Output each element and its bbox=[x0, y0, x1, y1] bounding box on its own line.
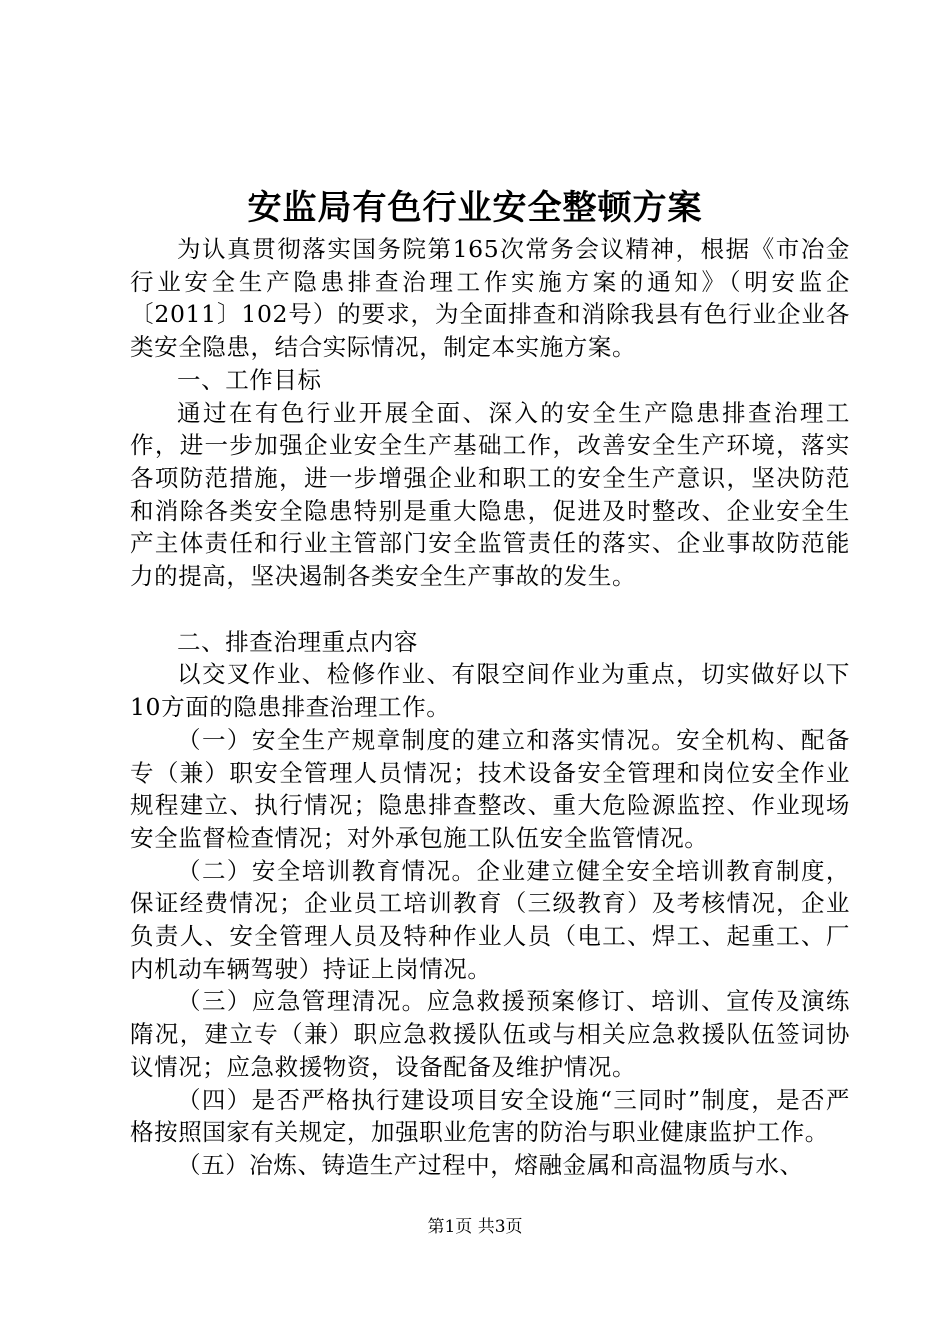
section1-heading: 一、工作目标 bbox=[177, 365, 322, 394]
section2-heading: 二、排查治理重点内容 bbox=[177, 627, 418, 656]
item-4-paragraph: （四）是否严格执行建设项目安全设施“三同时”制度，是否严格按照国家有关规定，加强职业危害的防治与职业健康监护工作。 bbox=[130, 1085, 850, 1147]
document-body bbox=[130, 233, 850, 1182]
item-3-paragraph: （三）应急管理清况。应急救援预案修订、培训、宣传及演练隋况，建立专（兼）职应急救援队伍或与相关应急救援队伍签词协议情况；应急救援物资，设备配备及维护情况。 bbox=[130, 987, 850, 1081]
intro-paragraph: 为认真贯彻落实国务院第165次常务会议精神，根据《市冶金行业安全生产隐患排查治理工作实施方案的通知》（明安监企〔2011〕102号）的要求，为全面排查和消除我县有色行业企业各类安全隐患，结合实际情况，制定本实施方案。 bbox=[130, 235, 850, 362]
item-1-paragraph: （一）安全生产规章制度的建立和落实情况。安全机构、配备专（兼）职安全管理人员情况；技术设备安全管理和岗位安全作业规程建立、执行情况；隐患排查整改、重大危险源监控、作业现场安全监督检查情况；对外承包施工队伍安全监管情况。 bbox=[130, 725, 850, 852]
document-title: 安监局有色行业安全整顿方案 bbox=[247, 188, 703, 228]
item-2-paragraph: （二）安全培训教育情况。企业建立健全安全培训教育制度，保证经费情况；企业员工培训教育（三级教育）及考核情况，企业负责人、安全管理人员及特种作业人员（电工、焊工、起重工、厂内机动车辆驾驶）持证上岗情况。 bbox=[130, 856, 850, 983]
item-5-paragraph: （五）冶炼、铸造生产过程中，熔融金属和高温物质与水、 bbox=[177, 1150, 804, 1179]
section2-intro-paragraph: 以交叉作业、检修作业、有限空间作业为重点，切实做好以下10方面的隐患排查治理工作。 bbox=[130, 660, 850, 722]
blank-line bbox=[130, 593, 850, 626]
section1-paragraph: 通过在有色行业开展全面、深入的安全生产隐患排查治理工作，进一步加强企业安全生产基础工作，改善安全生产环境，落实各项防范措施，进一步增强企业和职工的安全生产意识，坚决防范和消除各类安全隐患特别是重大隐患，促进及时整改、企业安全生产主体责任和行业主管部门安全监管责任的落实、企业事故防范能力的提高，坚决遏制各类安全生产事故的发生。 bbox=[130, 398, 850, 591]
page-footer: 第1页 共3页 bbox=[427, 1217, 523, 1237]
